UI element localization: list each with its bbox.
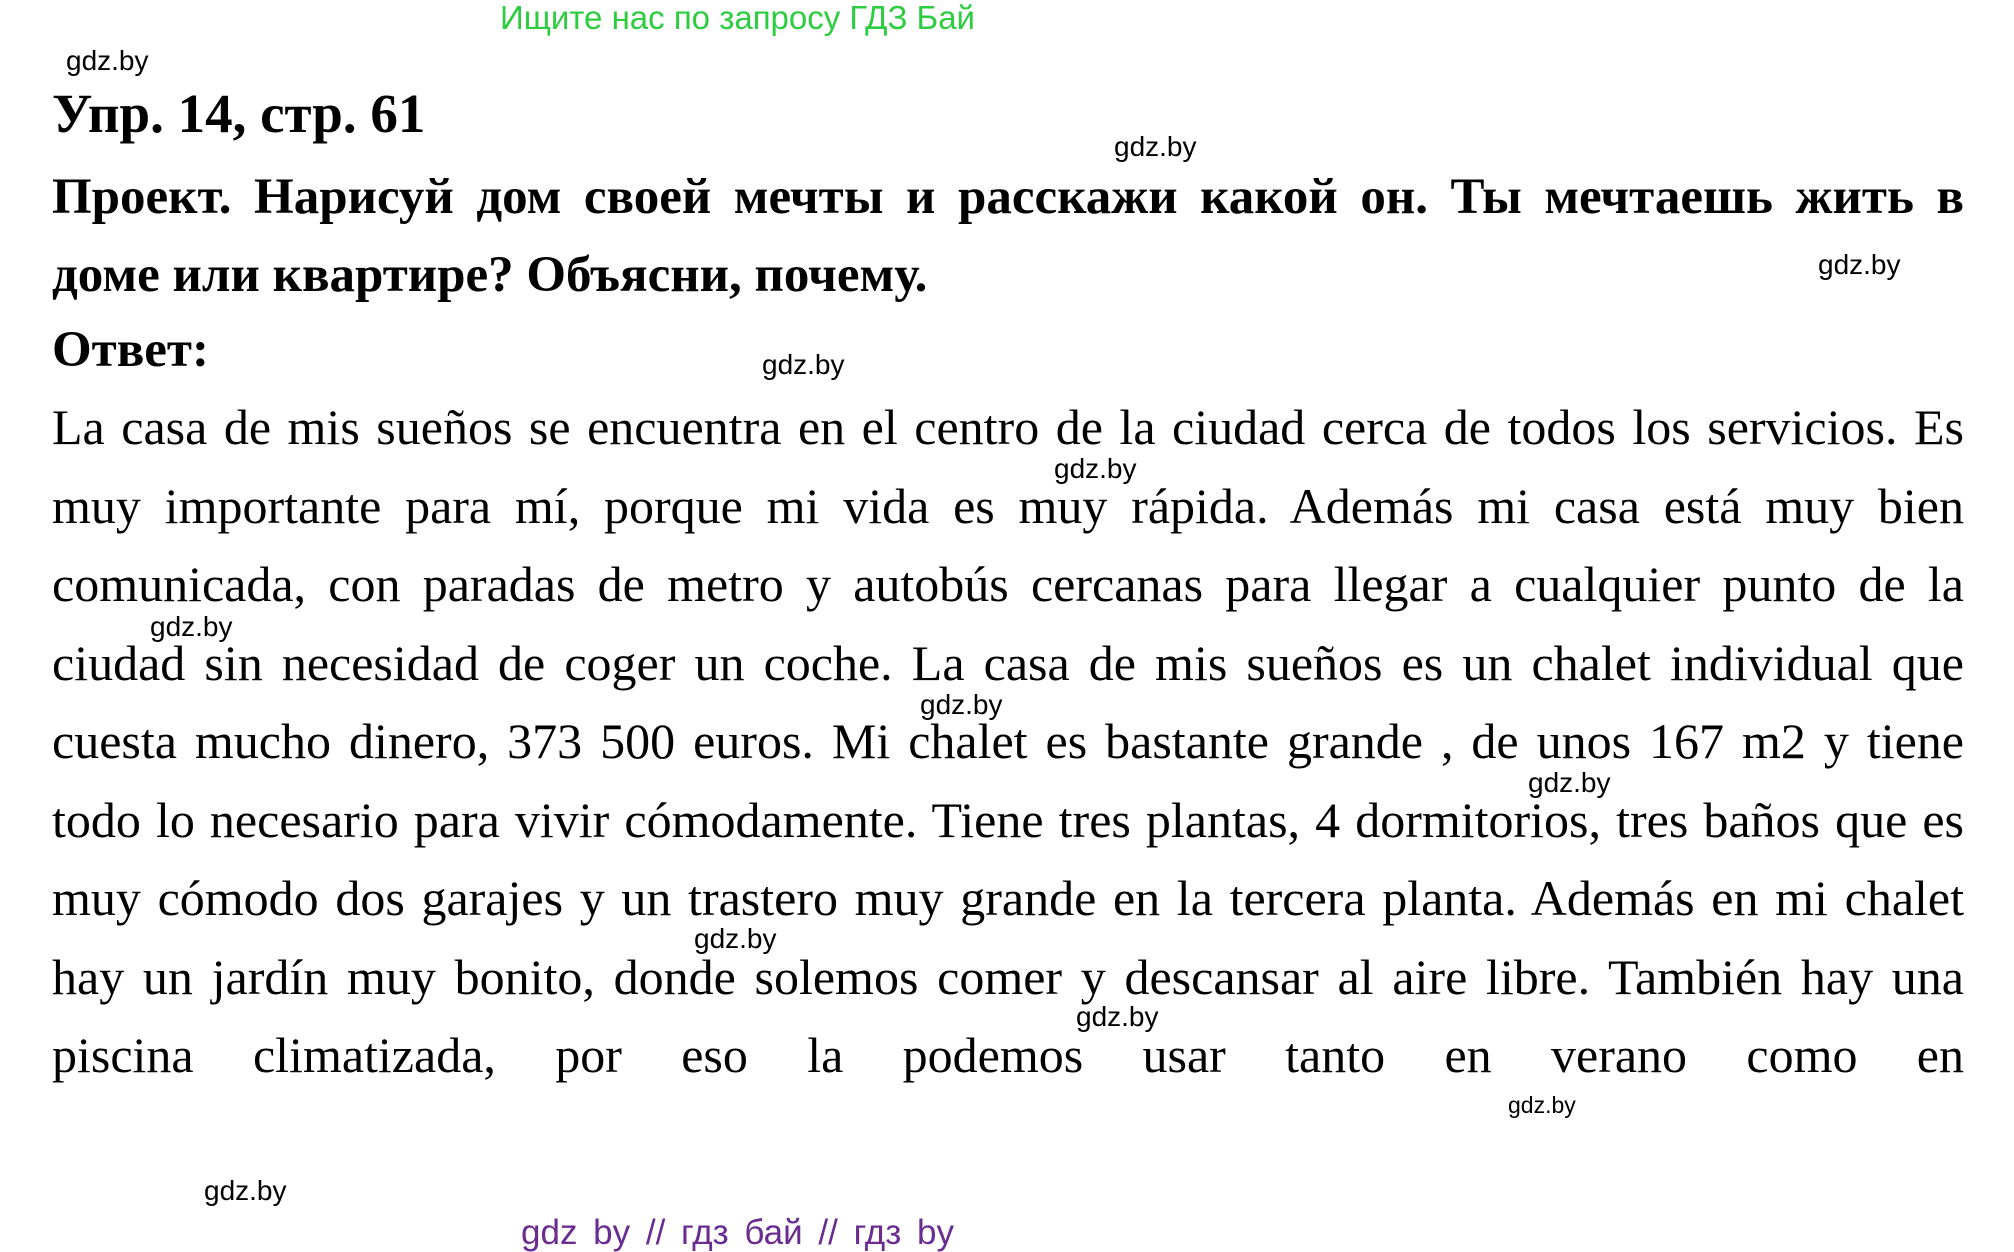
- watermark: gdz.by: [1114, 131, 1197, 162]
- watermark: gdz.by: [1076, 1001, 1159, 1032]
- watermark: gdz.by: [1528, 767, 1611, 798]
- search-banner: Ищите нас по запросу ГДЗ Бай: [500, 0, 975, 36]
- exercise-title: Упр. 14, стр. 61: [52, 83, 426, 144]
- watermark: gdz.by: [1054, 453, 1137, 484]
- watermark: gdz.by: [204, 1175, 287, 1206]
- answer-label: Ответ:: [52, 322, 209, 378]
- watermark: gdz.by: [1508, 1092, 1576, 1118]
- watermark: gdz.by: [66, 45, 149, 76]
- watermark: gdz.by: [694, 923, 777, 954]
- watermark: gdz.by: [920, 689, 1003, 720]
- watermark: gdz.by: [150, 611, 233, 642]
- watermark: gdz.by: [762, 349, 845, 380]
- answer-text: La casa de mis sueños se encuentra en el centro de la ciudad cerca de todos los servicios. Es muy importante para mí, porque mi vida es muy rápida. Además mi casa está muy bien comunicada, con paradas de metro y autobús cercanas para llegar a cualquier punto de la ciudad sin necesidad de coger un coche. La casa de mis sueños es un chalet individual que cuesta mucho dinero, 373 500 euros. Mi chalet es bastante grande , de unos 167 m2 y tiene todo lo necesario para vivir cómodamente. Tiene tres plantas, 4 dormitorios, tres baños que es muy cómodo dos garajes y un trastero muy grande en la tercera planta. Además en mi chalet hay un jardín muy bonito, donde solemos comer y descansar al aire libre. También hay una piscina climatizada, por eso la podemos usar tanto en verano como en: [52, 399, 1964, 1083]
- task-text: Проект. Нарисуй дом своей мечты и расскажи какой он. Ты мечтаешь жить в доме или квартире? Объясни, почему.: [52, 169, 1964, 303]
- watermark: gdz.by: [1818, 249, 1901, 280]
- footer-links: gdz by // гдз бай // гдз by: [521, 1213, 954, 1252]
